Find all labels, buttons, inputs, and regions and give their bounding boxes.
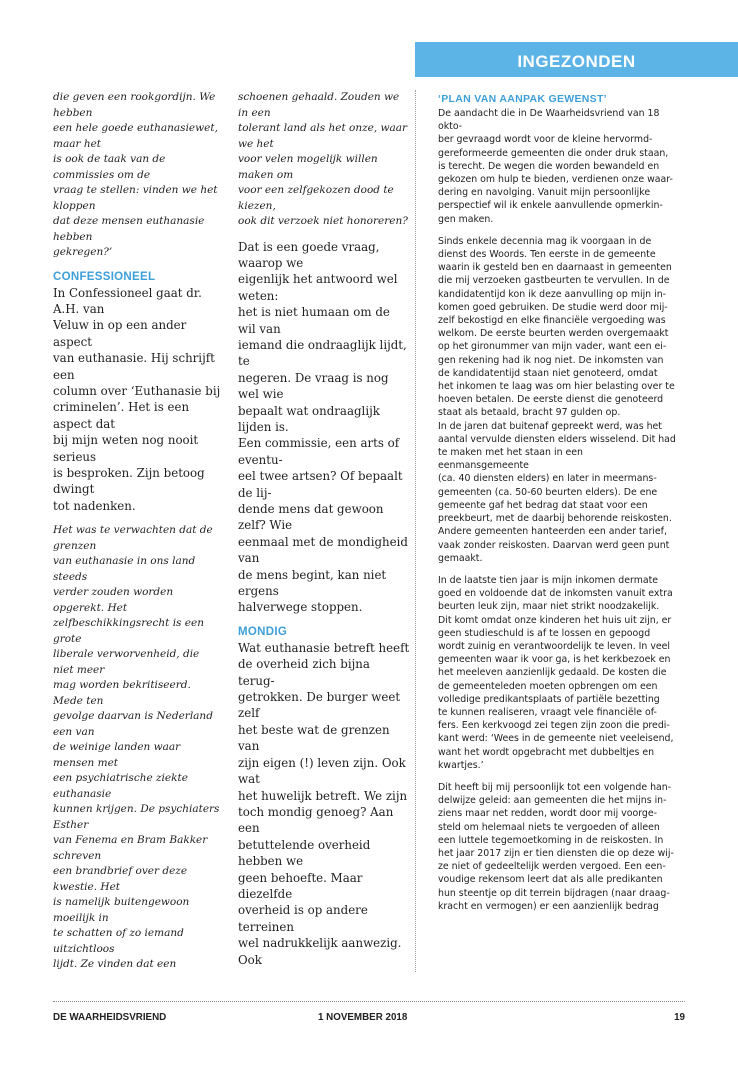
column-separator [415, 90, 417, 972]
col1-intro-quote: die geven een rookgordijn. We hebben een hele goede euthanasiewet, maar het is ook de taak van de commissies om de vraag te stellen: vinden we het kloppen dat deze mensen euthanasie hebben gekregen?’ [53, 91, 218, 258]
letter-paragraph-1: De aandacht die in De Waarheidsvriend van 18 okto- ber gevraagd wordt voor de kleine hervormd- gereformeerde gemeenten die onder druk staan, is terecht. De wegen die worden bewandeld en gekozen om hulp te bieden, verdienen onze waar- dering en navolging. Vanuit mijn persoonlijke perspectief wil ik enkele aanvullende opmerkin- gen maken. [438, 108, 673, 225]
heading-plan-van-aanpak: ‘PLAN VAN AANPAK GEWENST’ [438, 93, 607, 105]
footer-publication: DE WAARHEIDSVRIEND [53, 1012, 167, 1023]
footer-page-number: 19 [674, 1012, 685, 1023]
col2-paragraph-1: Dat is een goede vraag, waarop we eigenlijk het antwoord wel weten: het is niet humaan om de wil van iemand die ondraaglijk lijdt, te negeren. De vraag is nog wel wie bepaalt wat ondraaglijk lijden is. Een commissie, een arts of eventu- eel twee artsen? Of bepaalt de lij- dende mens dat gewoon zelf? Wie eenmaal met de mondigheid van de mens begint, kan niet ergens halverwege stoppen. [238, 239, 408, 615]
footer-date: 1 NOVEMBER 2018 [318, 1012, 408, 1023]
col2-paragraph-2: Wat euthanasie betreft heeft de overheid zich bijna terug- getrokken. De burger weet zelf het beste wat de grenzen van zijn eigen (!) leven zijn. Ook wat het huwelijk betreft. We zijn toch mondig genoeg? Aan een betuttelende overheid hebben we geen behoefte. Maar diezelfde overheid is op andere terreinen wel nadrukkelijk aanwezig. Ook [238, 640, 410, 967]
column-2 [238, 90, 410, 970]
section-tab [415, 42, 738, 77]
section-tab-label: INGEZONDEN [517, 52, 636, 71]
col1-paragraph: In Confessioneel gaat dr. A.H. van Veluw in op een ander aspect van euthanasie. Hij schrijft een column over ‘Euthanasie bij criminelen’. Het is een aspect dat bij mijn weten nog nooit serieus is besproken. Zijn betoog dwingt tot nadenken. [53, 285, 221, 513]
col1-quote: Het was te verwachten dat de grenzen van euthanasie in ons land steeds verder zouden worden opgerekt. Het zelfbeschikkingsrecht is een grote liberale verworvenheid, die niet meer mag worden bekritiseerd. Mede ten gevolge daarvan is Nederland een van de weinige landen waar mensen met een psychiatrische ziekte euthanasie kunnen krijgen. De psychiaters Esther van Fenema en Bram Bakker schreven een brandbrief over deze kwestie. Het is namelijk buitengewoon moeilijk in te schatten of zo iemand uitzichtloos lijdt. Ze vinden dat een [53, 524, 220, 970]
letter-paragraph-3: In de laatste tien jaar is mijn inkomen dermate goed en voldoende dat de inkomsten vanuit extra beurten leuk zijn, maar niet strikt noodzakelijk. Dit komt omdat onze kinderen het huis uit zijn, er geen studieschuld is af te lossen en gepoogd wordt zuinig en verantwoordelijk te leven. In veel gemeenten waar ik voor ga, is het kerkbezoek en het meeleven aanzienlijk gedaald. De kosten die de gemeenteleden moeten opbrengen om een volledige predikantsplaats of partiële bezetting te kunnen realiseren, vraagt vele financiële of- fers. Een kerkvoogd zei tegen zijn zoon die predi- kant werd: ‘Wees in de gemeente niet veeleisend, want het wordt opgebracht met dubbeltjes en kwartjes.’ [438, 574, 674, 771]
heading-confessioneel: CONFESSIONEEL [53, 270, 156, 283]
footer-divider [53, 1001, 685, 1002]
heading-mondig: MONDIG [238, 625, 288, 638]
column-3-letter [438, 92, 676, 912]
column-1 [53, 90, 223, 970]
letter-paragraph-2: Sinds enkele decennia mag ik voorgaan in de dienst des Woords. Ten eerste in de gemeente waarin ik gesteld ben en daarnaast in gemeenten die mij verzoeken gastbeurten te vervullen. In de kandidatentijd kon ik deze aanvulling op mijn in- komen goed gebruiken. De studie werd door mij- zelf bekostigd en elke financiële vergoeding was welkom. De eerste beurten werden overgemaakt op het gironummer van mijn vader, want een ei- gen rekening had ik nog niet. De inkomsten van de kandidatentijd staan niet genoteerd, omdat het inkomen te laag was om hier belasting over te hoeven betalen. De eerste dienst die genoteerd staat als betaald, bracht 97 gulden op. In de jaren dat buitenaf gepreekt werd, was het aantal vervulde diensten elders wisselend. Dit had te maken met het staan in een eenmansgemeente (ca. 40 diensten elders) en later in meermans- gemeenten (ca. 50-60 beurten elders). De ene gemeente gaf het bedrag dat staat voor een preekbeurt, met de daarbij behorende reiskosten. Andere gemeenten hanteerden een ander tarief, vaak zonder reiskosten. Daarvan werd geen punt gemaakt. [438, 235, 676, 564]
letter-paragraph-4: Dit heeft bij mij persoonlijk tot een volgende han- delwijze geleid: aan gemeenten die het mijns in- ziens maar net redden, wordt door mij voorge- steld om helemaal niets te vergoeden of alleen een luttele tegemoetkoming in de reiskosten. In het jaar 2017 zijn er tien diensten die op deze wij- ze niet of gedeeltelijk werden vergoed. Een een- voudige rekensom leert dat als alle predikanten hun steentje op dit terrein bijdragen (naar draag- kracht en vermogen) er een aanzienlijk bedrag [438, 781, 674, 912]
col2-intro-quote: schoenen gehaald. Zouden we in een tolerant land als het onze, waar we het voor velen mogelijk willen maken om voor een zelfgekozen dood te kiezen, ook dit verzoek niet honoreren? [238, 91, 408, 227]
